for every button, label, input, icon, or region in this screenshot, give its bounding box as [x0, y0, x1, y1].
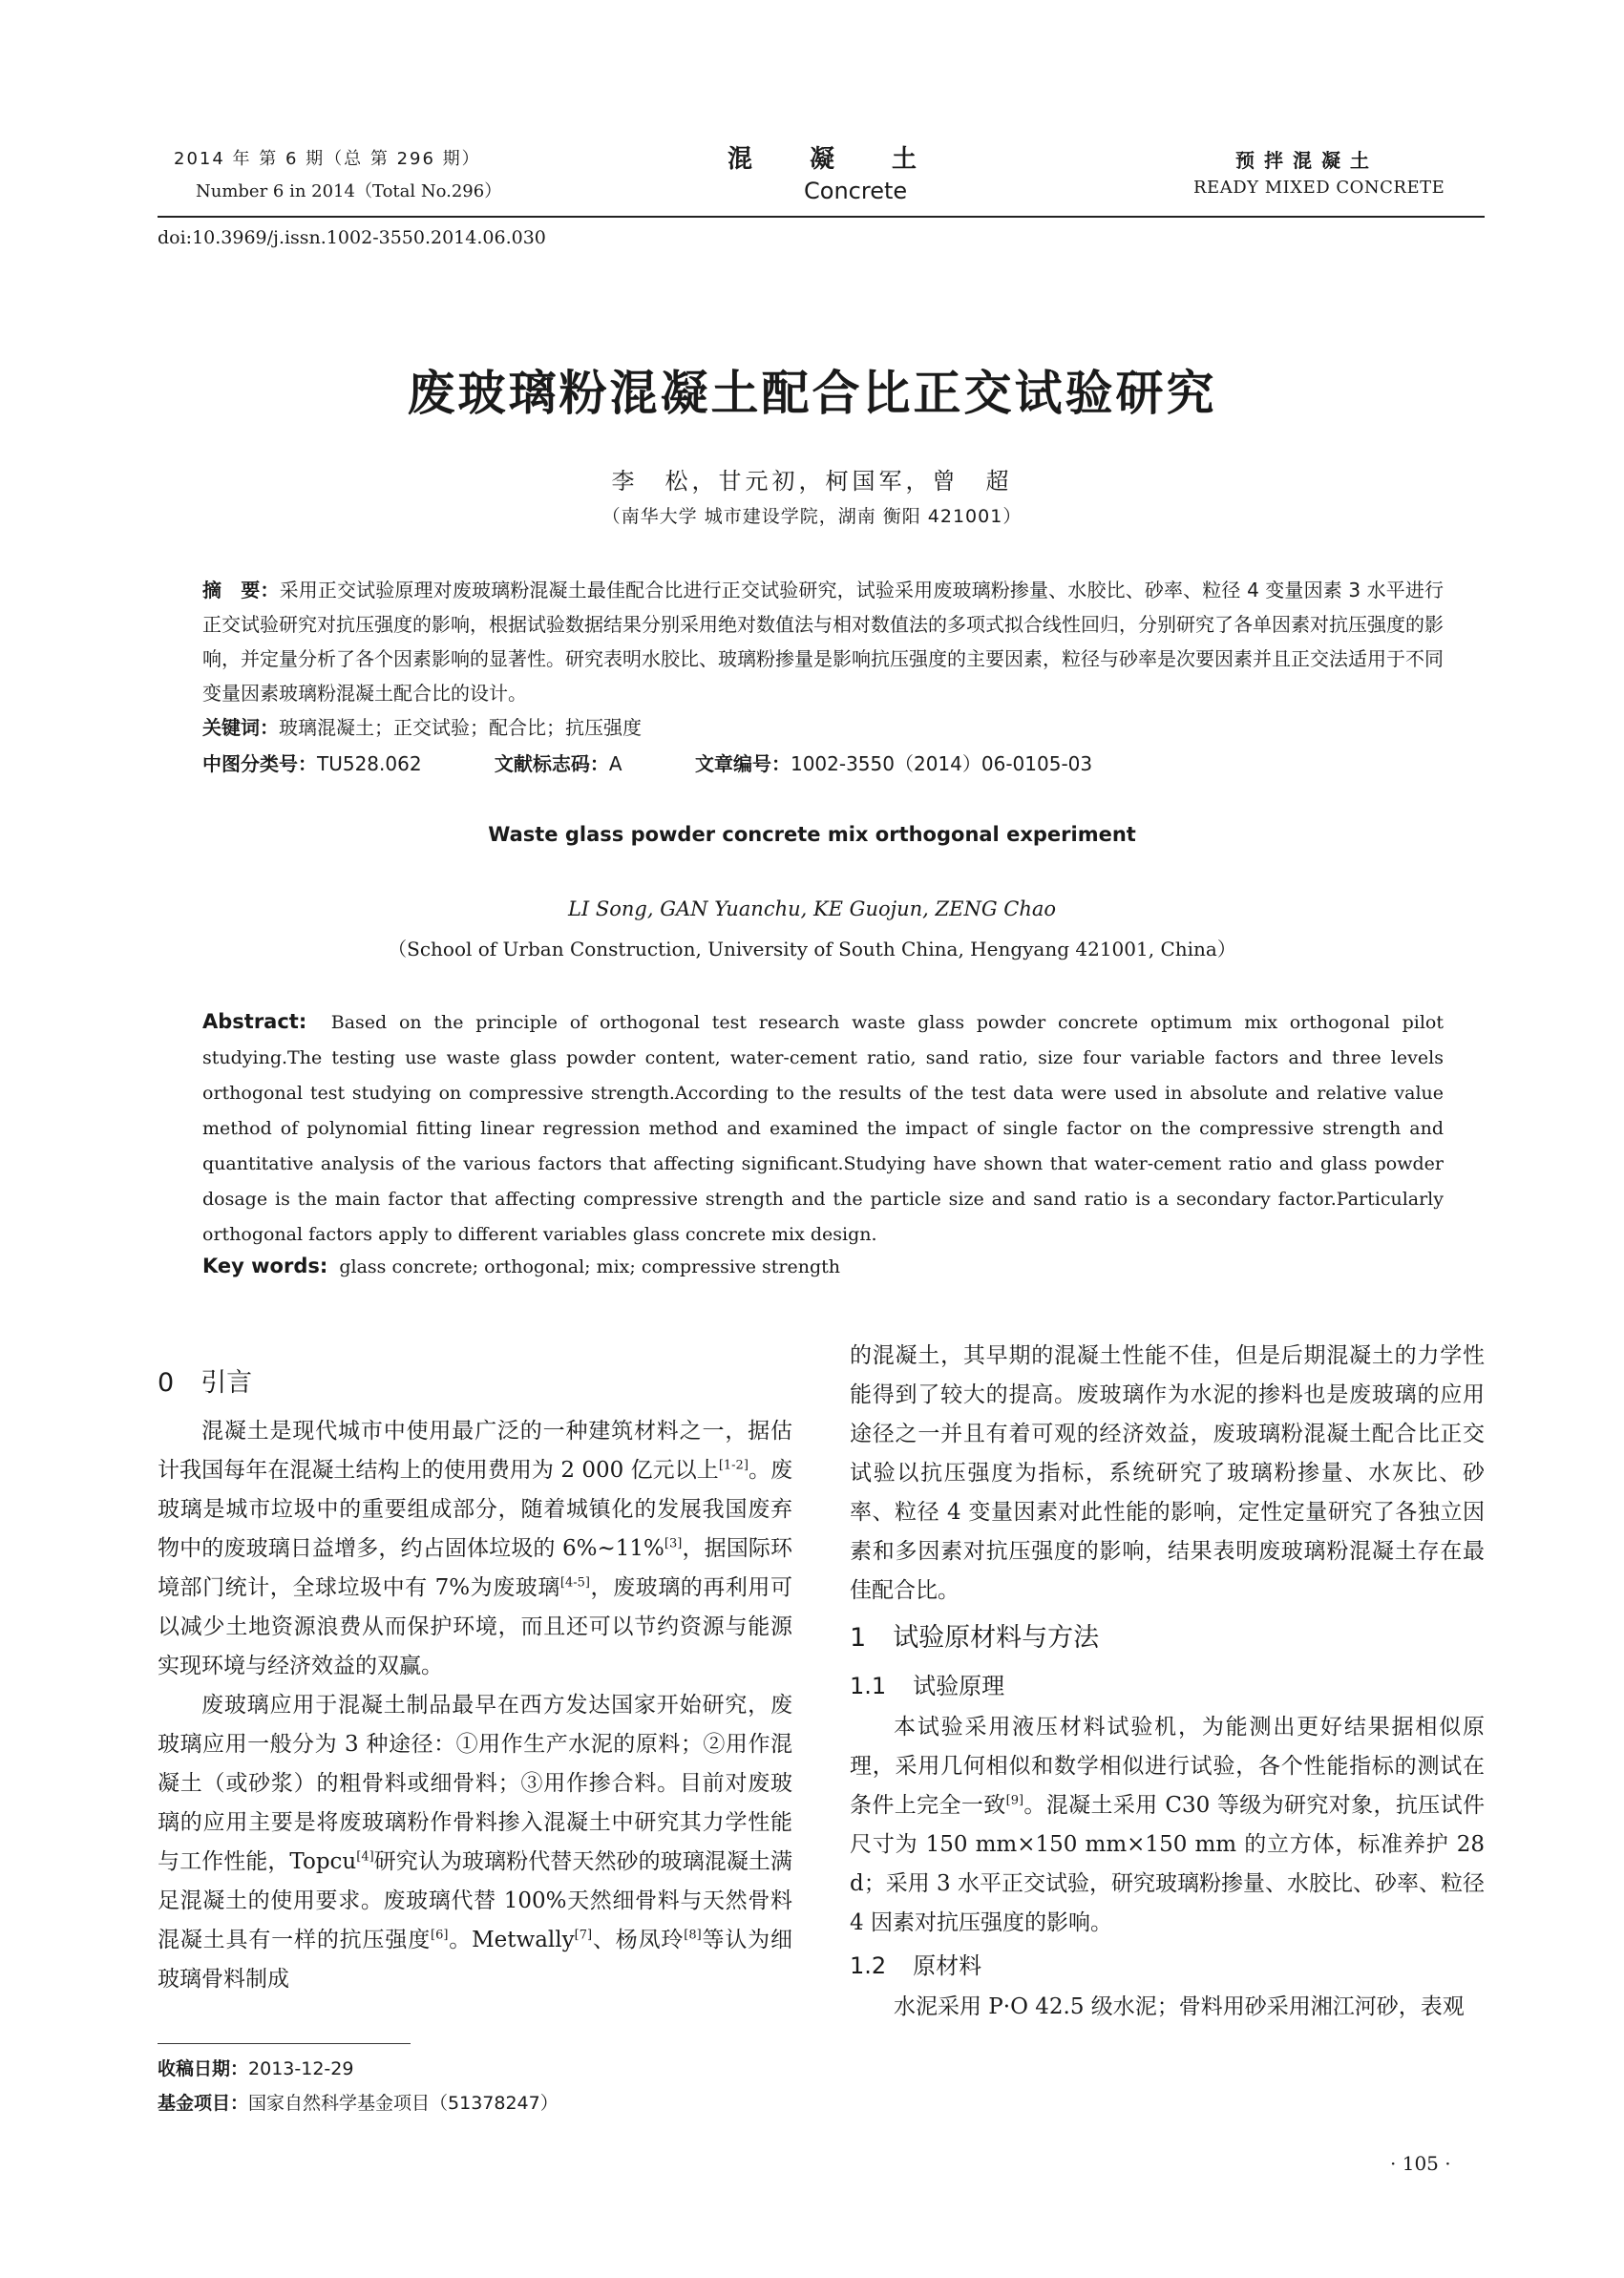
subsection-heading-1-2	[850, 1947, 1485, 1986]
affiliation-en: （School of Urban Construction, University of South China, Hengyang 421001, China）	[388, 938, 1236, 960]
abstract-en-text: Based on the principle of orthogonal test research waste glass powder concrete optimum mix orthogonal pilot studying.The testing use waste glass powder content, water-cement ratio, sand ratio, size four variable factors and three levels orthogonal test studying on compressive strength.According to the results of the test data were used in absolute and relative value method of polynomial fitting linear regression method and examined the impact of single factor on the compressive strength and quantitative analysis of the various factors that affecting significant.Studying have shown that water-cement ratio and glass powder dosage is the main factor that affecting compressive strength and the particle size and sand ratio is a secondary factor.Particularly orthogonal factors apply to different variables glass concrete mix design.	[202, 1012, 1444, 1245]
paper-title: 废玻璃粉混凝土配合比正交试验研究	[407, 366, 1217, 421]
clc-value: TU528.062	[317, 752, 422, 775]
text-run: 本试验采用液压材料试验机，为能测出更好结果据相似原理，采用几何相似和数学相似进行试验，各个性能指标的测试在条件上完全一致	[850, 1715, 1485, 1818]
citation: [1-2]	[718, 1458, 749, 1473]
text-run: 。混凝土采用 C30 等级为研究对象，抗压试件尺寸为 150 mm×150 mm×150 mm 的立方体，标准养护 28 d；采用 3 水平正交试验，研究玻璃粉掺量、水胶比、砂率、粒径 4 因素对抗压强度的影响。	[850, 1793, 1485, 1935]
citation: [8]	[684, 1928, 702, 1943]
section-name-en: READY MIXED CONCRETE	[1193, 178, 1445, 198]
text-run: 研究认为玻璃粉代替天然砂的玻璃混凝土满足混凝土的使用要求。废玻璃代替 100%天然细骨料与天然骨料混凝土具有一样的抗压强度	[158, 1849, 793, 1952]
paragraph	[158, 1412, 792, 1686]
received-date: 2013-12-29	[248, 2058, 354, 2079]
fund-label: 基金项目：	[158, 2093, 249, 2114]
authors-en: LI Song, GAN Yuanchu, KE Guojun, ZENG Chao	[567, 897, 1057, 920]
section-name-cn: 预拌混凝土	[1235, 149, 1379, 172]
keywords-en	[202, 1255, 840, 1277]
abstract-cn	[202, 573, 1444, 710]
issue-en: Number 6 in 2014（Total No.296）	[196, 181, 502, 201]
keywords-cn-label: 关键词：	[202, 716, 279, 739]
classification-line	[202, 749, 1444, 776]
issue-cn: 2014 年 第 6 期（总 第 296 期）	[174, 149, 481, 169]
citation: [9]	[1005, 1793, 1024, 1808]
citation: [3]	[664, 1536, 683, 1551]
citation: [4-5]	[559, 1575, 590, 1591]
fund-value: 国家自然科学基金项目（51378247）	[248, 2093, 559, 2114]
doi: doi:10.3969/j.issn.1002-3550.2014.06.030	[158, 227, 546, 248]
footnote-fund	[158, 2089, 559, 2115]
paper-title-en: Waste glass powder concrete mix orthogonal experiment	[488, 823, 1136, 846]
abstract-cn-text: 采用正交试验原理对废玻璃粉混凝土最佳配合比进行正交试验研究，试验采用废玻璃粉掺量、水胶比、砂率、粒径 4 变量因素 3 水平进行正交试验研究对抗压强度的影响，根据试验数据结果分别采用绝对数值法与相对数值法的多项式拟合线性回归，分别研究了各单因素对抗压强度的影响，并定量分析了各个因素影响的显著性。研究表明水胶比、玻璃粉掺量是影响抗压强度的主要因素，粒径与砂率是次要因素并且正交法适用于不同变量因素玻璃粉混凝土配合比的设计。	[202, 579, 1444, 705]
text-run: 混凝土是现代城市中使用最广泛的一种建筑材料之一，据估计我国每年在混凝土结构上的使用费用为 2 000 亿元以上	[158, 1419, 792, 1483]
clc-label: 中图分类号：	[202, 752, 317, 775]
paragraph: 水泥采用 P·O 42.5 级水泥；骨料用砂采用湘江河砂，表观	[894, 1994, 1465, 2019]
abstract-cn-label: 摘 要：	[202, 579, 280, 601]
journal-name-cn: 混凝土	[728, 145, 975, 174]
footnote-received	[158, 2055, 353, 2080]
paragraph: 的混凝土，其早期的混凝土性能不佳，但是后期混凝土的力学性能得到了较大的提高。废玻璃作为水泥的掺料也是废玻璃的应用途径之一并且有着可观的经济效益，废玻璃粉混凝土配合比正交试验以抗压强度为指标，系统研究了玻璃粉掺量、水灰比、砂率、粒径 4 变量因素对此性能的影响，定性定量研究了各独立因素和多因素对抗压强度的影响，结果表明废玻璃粉混凝土存在最佳配合比。	[850, 1343, 1485, 1603]
keywords-en-label: Key words:	[202, 1255, 328, 1277]
paragraph	[158, 1686, 792, 1999]
paragraph	[850, 1708, 1485, 1943]
section-title: 试验原材料与方法	[893, 1623, 1100, 1653]
subsection-heading-1-1	[850, 1667, 1485, 1706]
section-title: 引言	[200, 1368, 253, 1398]
journal-name-en: Concrete	[804, 178, 908, 204]
citation: [4]	[356, 1849, 374, 1865]
keywords-cn-text: 玻璃混凝土；正交试验；配合比；抗压强度	[279, 716, 642, 739]
text-run: ，据国际环境部门统计，全球垃圾中有 7%为废玻璃	[158, 1536, 792, 1600]
section-number: 1.2	[850, 1952, 887, 1979]
citation: [6]	[431, 1928, 449, 1943]
citation: [7]	[574, 1928, 593, 1943]
abstract-en-label: Abstract:	[202, 1010, 307, 1033]
article-no-label: 文章编号：	[694, 752, 791, 775]
section-title: 试验原理	[913, 1673, 1005, 1699]
abstract-en	[202, 1004, 1444, 1253]
text-run: ，废玻璃的再利用可以减少土地资源浪费从而保护环境，而且还可以节约资源与能源实现环境与经济效益的双赢。	[158, 1575, 792, 1678]
affiliation: （南华大学 城市建设学院，湖南 衡阳 421001）	[601, 506, 1023, 527]
keywords-en-text: glass concrete; orthogonal; mix; compressive strength	[339, 1256, 841, 1277]
footnote-rule	[158, 2043, 411, 2044]
doc-code-label: 文献标志码：	[494, 752, 609, 775]
header-rule	[158, 216, 1485, 218]
received-label: 收稿日期：	[158, 2058, 249, 2079]
section-number: 1	[850, 1623, 867, 1653]
text-run: 。废玻璃是城市垃圾中的重要组成部分，随着城镇化的发展我国废弃物中的废玻璃日益增多，约占固体垃圾的 6%~11%	[158, 1458, 792, 1561]
section-heading-intro	[158, 1363, 792, 1403]
page-number: · 105 ·	[1390, 2152, 1451, 2175]
doc-code-value: A	[608, 752, 622, 775]
body-column-left	[158, 1356, 792, 1999]
section-number: 1.1	[850, 1673, 887, 1699]
article-no-value: 1002-3550（2014）06-0105-03	[790, 752, 1093, 775]
section-number: 0	[158, 1368, 175, 1398]
text-run: 。Metwally	[448, 1928, 575, 1952]
section-title: 原材料	[913, 1952, 982, 1979]
body-column-right	[850, 1337, 1485, 2027]
text-run: 废玻璃应用于混凝土制品最早在西方发达国家开始研究，废玻璃应用一般分为 3 种途径：①用作生产水泥的原料；②用作混凝土（或砂浆）的粗骨料或细骨料；③用作掺合料。目前对废玻璃的应用主要是将废玻璃粉作骨料掺入混凝土中研究其力学性能与工作性能，Topcu	[158, 1693, 792, 1874]
authors: 李 松，甘元初，柯国军，曾 超	[611, 468, 1013, 495]
keywords-cn	[202, 712, 642, 740]
section-heading-1	[850, 1618, 1485, 1657]
text-run: 、杨凤玲	[592, 1928, 685, 1952]
text-run: 等认为细玻璃骨料制成	[158, 1928, 793, 1992]
